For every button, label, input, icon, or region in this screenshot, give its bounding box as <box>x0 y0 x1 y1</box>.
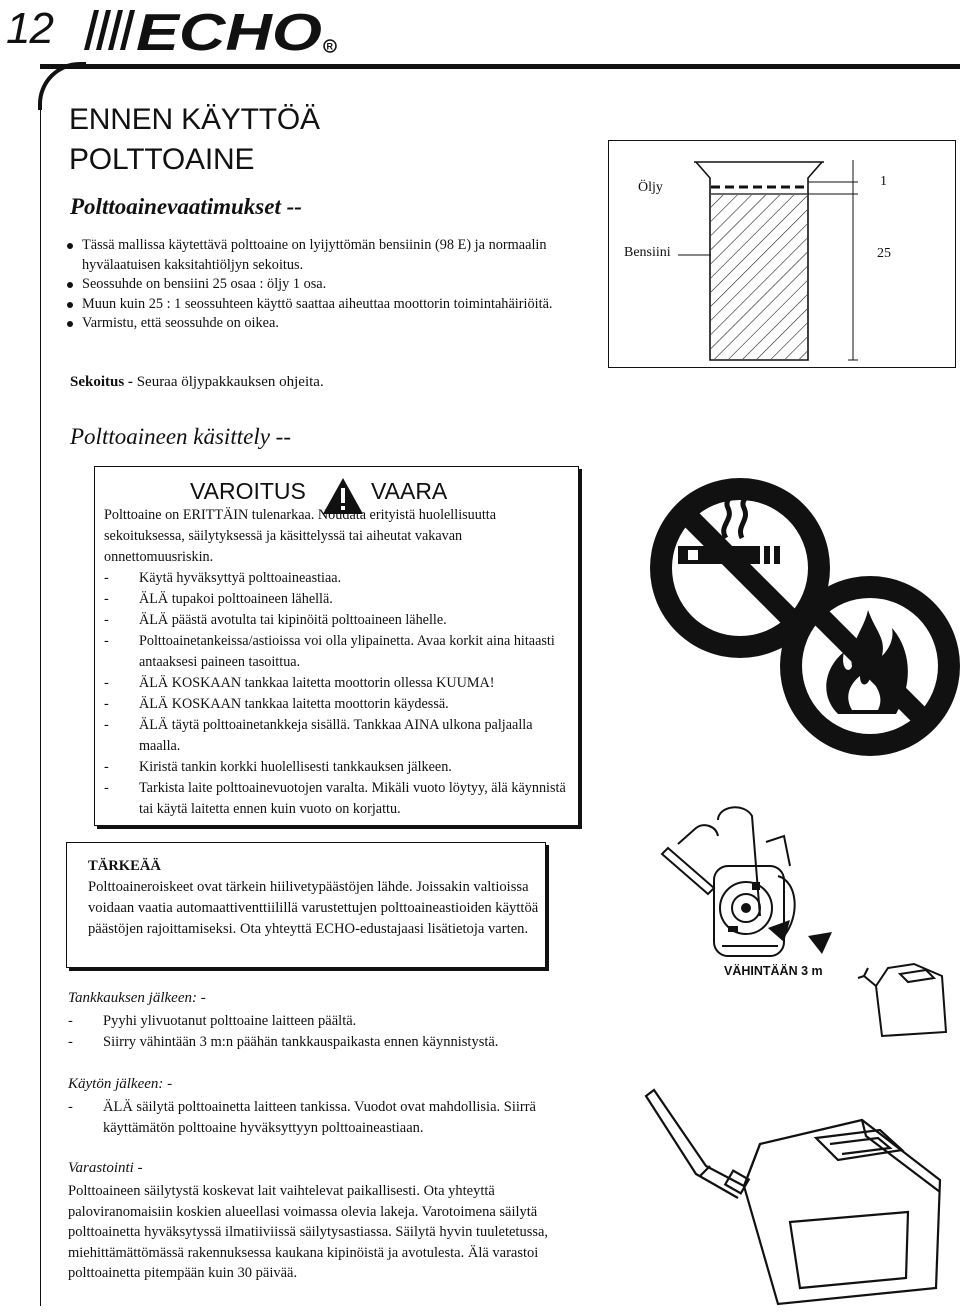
danger-word: VAARA <box>371 478 448 504</box>
list-item: - ÄLÄ tupakoi polttoaineen lähellä. <box>104 591 333 607</box>
oil-ratio-value: 1 <box>880 174 887 189</box>
fuel-requirements-heading: Polttoainevaatimukset -- <box>70 194 302 219</box>
warning-intro: Polttoaine on ERITTÄIN tulenarkaa. Noudata erityistä huolellisuutta sekoituksessa, säilytyksessä ja käsittelyssä tai aiheutat vakavan onnettomuusriskin. <box>104 507 497 565</box>
list-item: - Siirry vähintään 3 m:n päähän tankkauspaikasta ennen käynnistystä. <box>68 1033 499 1050</box>
left-margin-line <box>40 100 41 1306</box>
petrol-ratio-value: 25 <box>877 246 891 261</box>
after-refuelling-list <box>68 1011 628 1052</box>
echo-logo <box>80 6 342 54</box>
no-open-flame-icon <box>778 574 960 758</box>
echo-wordmark: ECHO <box>136 6 322 54</box>
oil-label: Öljy <box>638 180 663 195</box>
list-item: - Käytä hyväksyttyä polttoaineastiaa. <box>104 570 342 586</box>
page-title-line2: POLTTOAINE <box>69 143 255 176</box>
important-text: Polttoaineroiskeet ovat tärkein hiilivetypäästöjen lähde. Joissakin valtioissa voidaan vaatia automaattiventtiilillä varustettujen polttoaineastioiden käyttöä päästöjen rajoittamiseksi. Ota yhteyttä ECHO-edustajaasi lisätietoja varten. <box>88 879 539 937</box>
fuel-handling-heading: Polttoaineen käsittely -- <box>70 424 291 449</box>
list-item: Seossuhde on bensiini 25 osaa : öljy 1 osa. <box>66 275 558 295</box>
warning-list <box>104 568 574 820</box>
list-item: - Kiristä tankin korkki huolellisesti tankkauksen jälkeen. <box>104 759 452 775</box>
mixing-label: Sekoitus - <box>70 374 133 390</box>
list-item: - ÄLÄ säilytä polttoainetta laitteen tankissa. Vuodot ovat mahdollisia. Siirrä käyttämätön polttoaine hyväksyttyyn polttoaineastiaan. <box>68 1099 536 1136</box>
warning-text <box>104 505 574 820</box>
after-refuelling-heading: Tankkauksen jälkeen: - <box>68 990 206 1006</box>
list-item: Muun kuin 25 : 1 seossuhteen käyttö saattaa aiheuttaa moottorin toimintahäiriöitä. <box>66 295 558 315</box>
list-item: - Tarkista laite polttoainevuotojen varalta. Mikäli vuoto löytyy, älä käynnistä tai käytä laitetta ennen kuin vuoto on korjattu. <box>104 780 566 817</box>
important-notice <box>88 856 540 940</box>
fuel-can-icon <box>854 956 954 1040</box>
important-heading: TÄRKEÄÄ <box>88 858 161 874</box>
list-item: - ÄLÄ päästä avotulta tai kipinöitä polttoaineen lähelle. <box>104 612 447 628</box>
fuel-requirements-list <box>66 236 558 334</box>
petrol-label: Bensiini <box>624 245 671 260</box>
after-use-list <box>68 1097 588 1138</box>
warning-word: VAROITUS <box>190 478 306 504</box>
mixing-instruction <box>70 374 324 391</box>
minimum-distance-label: VÄHINTÄÄN 3 m <box>724 964 823 978</box>
list-item: - Polttoainetankeissa/astioissa voi olla ylipainetta. Avaa korkit aina hitaasti antaaksesi paineen tasoittua. <box>104 633 555 670</box>
list-item: Tässä mallissa käytettävä polttoaine on lyijyttömän bensiinin (98 E) ja normaalin hyvälaatuisen kaksitahtiöljyn sekoitus. <box>66 236 558 275</box>
list-item: - ÄLÄ KOSKAAN tankkaa laitetta moottorin ollessa KUUMA! <box>104 675 495 691</box>
mixing-text: Seuraa öljypakkauksen ohjeita. <box>132 374 324 390</box>
page-title-line1: ENNEN KÄYTTÖÄ <box>69 103 320 136</box>
list-item: - ÄLÄ täytä polttoainetankkeja sisällä. Tankkaa AINA ulkona paljaalla maalla. <box>104 717 533 754</box>
after-use-heading: Käytön jälkeen: - <box>68 1076 173 1092</box>
fuel-can-icon <box>640 1082 956 1308</box>
storage-text: Polttoaineen säilytystä koskevat lait vaihtelevat paikallisesti. Ota yhteyttä paloviranomaisiin koskien alueellasi voimassa olevia lakeja. Varotoimena säilytä polttoainetta hyväksytyssä ilmatiiviissä säilytysastiassa. Säilytä hyvin tuuletetussa, miehittämättömässä rakennuksessa kaukana kipinöistä ja avotulesta. Älä varastoi polttoainetta pitempään kuin 30 päivää. <box>68 1183 549 1281</box>
header-rule <box>40 64 960 69</box>
svg-text:R: R <box>326 41 333 52</box>
storage-heading: Varastointi - <box>68 1160 143 1176</box>
page-number: 12 <box>6 4 53 53</box>
list-item: - Pyyhi ylivuotanut polttoaine laitteen päältä. <box>68 1013 357 1029</box>
list-item: - ÄLÄ KOSKAAN tankkaa laitetta moottorin käydessä. <box>104 696 449 712</box>
list-item: Varmistu, että seossuhde on oikea. <box>66 314 558 334</box>
